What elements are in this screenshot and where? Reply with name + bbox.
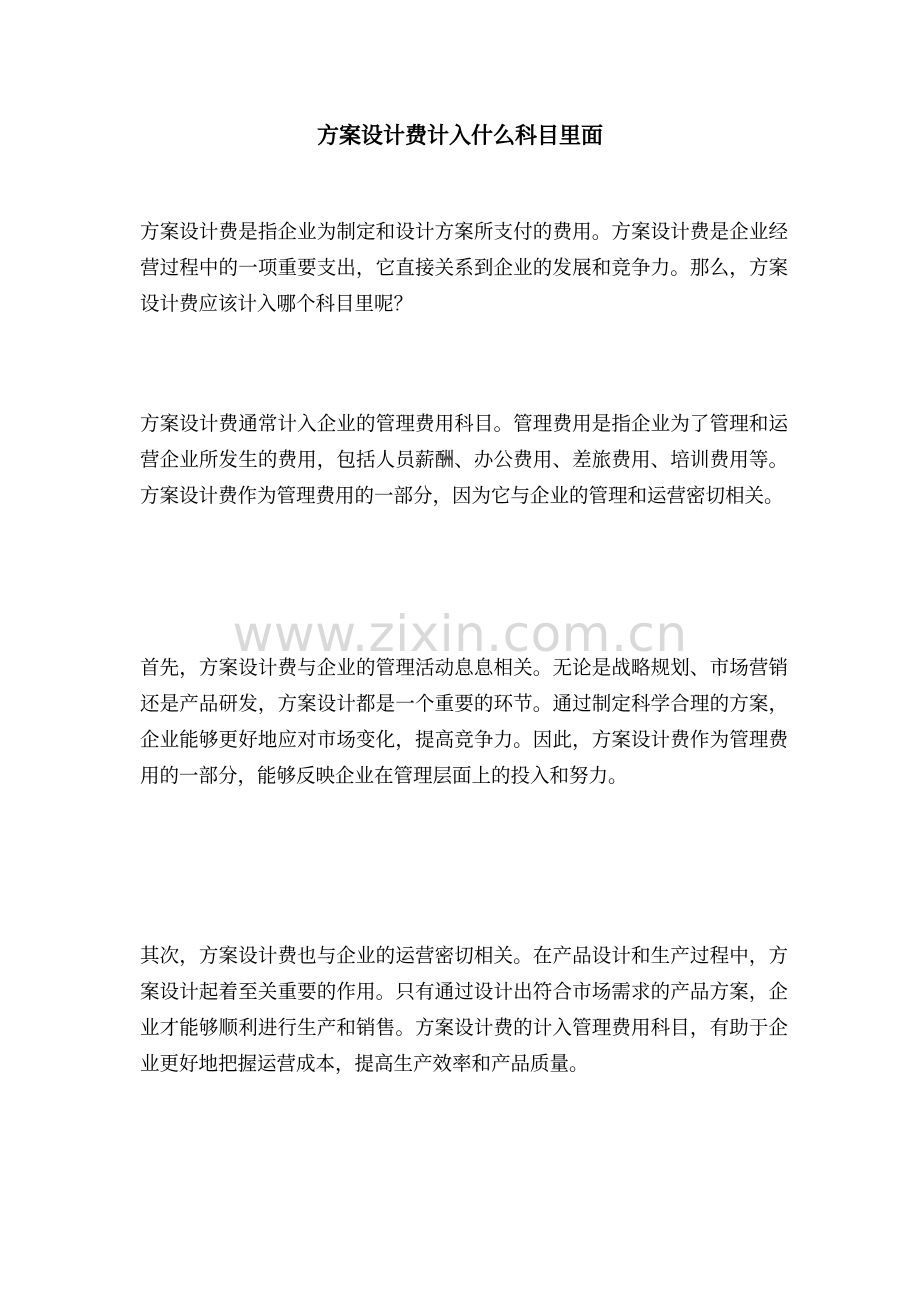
- page-title: 方案设计费计入什么科目里面: [316, 123, 603, 149]
- paragraph-intro: 方案设计费是指企业为制定和设计方案所支付的费用。方案设计费是企业经营过程中的一项重要支出，它直接关系到企业的发展和竞争力。那么，方案设计费应该计入哪个科目里呢？: [140, 220, 788, 315]
- paragraph-management-expense: 方案设计费通常计入企业的管理费用科目。管理费用是指企业为了管理和运营企业所发生的费用，包括人员薪酬、办公费用、差旅费用、培训费用等。方案设计费作为管理费用的一部分，因为它与企业的管理和运营密切相关。: [140, 412, 788, 507]
- paragraph-first-reason: 首先，方案设计费与企业的管理活动息息相关。无论是战略规划、市场营销还是产品研发，方案设计都是一个重要的环节。通过制定科学合理的方案，企业能够更好地应对市场变化，提高竞争力。因此，方案设计费作为管理费用的一部分，能够反映企业在管理层面上的投入和努力。: [140, 656, 788, 787]
- watermark: www.zixin.com.cn: [232, 605, 688, 663]
- paragraph-second-reason: 其次，方案设计费也与企业的运营密切相关。在产品设计和生产过程中，方案设计起着至关重要的作用。只有通过设计出符合市场需求的产品方案，企业才能够顺利进行生产和销售。方案设计费的计入管理费用科目，有助于企业更好地把握运营成本，提高生产效率和产品质量。: [140, 944, 788, 1075]
